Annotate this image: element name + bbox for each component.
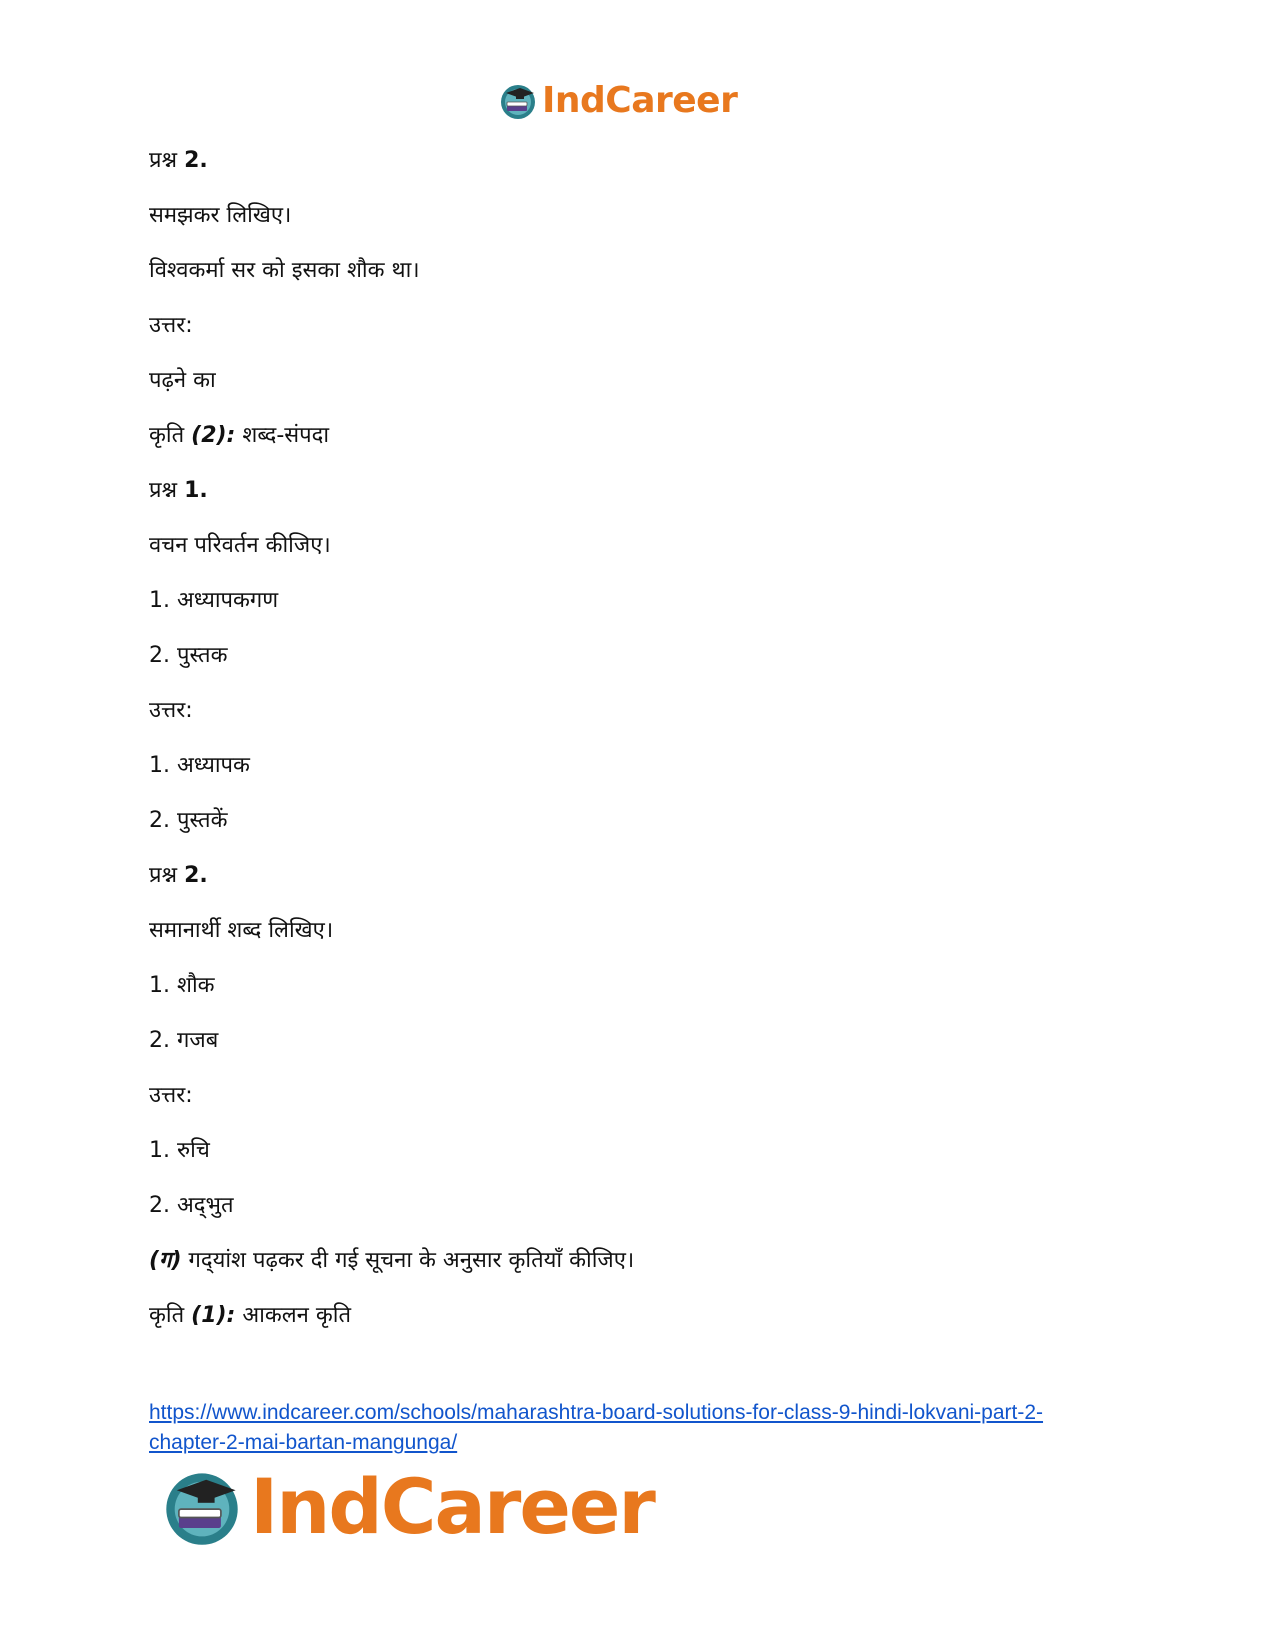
logo-text: IndCareer [542,80,738,121]
instruction-line: समझकर लिखिए। [149,203,292,228]
logo-text: IndCareer [250,1462,654,1551]
footer-logo [160,1462,654,1551]
section-heading: कृति (1): आकलन कृति [149,1303,351,1328]
list-item: 2. पुस्तकें [149,808,228,833]
instruction-line: वचन परिवर्तन कीजिए। [149,533,331,558]
section-heading: कृति (2): शब्द-संपदा [149,423,330,448]
graduation-book-icon [498,81,538,121]
section-heading: (ग) गद्‌यांश पढ़कर दी गई सूचना के अनुसार कृतियाँ कीजिए। [149,1248,635,1273]
answer-label: उत्तर: [149,698,193,723]
list-item: 1. अध्यापक [149,753,250,778]
graduation-book-icon [160,1465,244,1549]
header-logo [498,80,737,121]
answer-label: उत्तर: [149,313,193,338]
source-link[interactable] [149,1398,1149,1458]
instruction-line: समानार्थी शब्द लिखिए। [149,918,334,943]
source-link-line-1[interactable]: https://www.indcareer.com/schools/maharashtra-board-solutions-for-class-9-hindi-lokvani-part-2- [149,1401,1044,1424]
answer-line: पढ़ने का [149,368,216,393]
list-item: 2. अद्‌भुत [149,1193,234,1218]
list-item: 1. अध्यापकगण [149,588,279,613]
list-item: 2. गजब [149,1028,219,1053]
list-item: 1. रुचि [149,1138,210,1163]
heading-question-2: प्रश्न 2. [149,148,208,173]
heading-question-1: प्रश्न 1. [149,478,208,503]
source-link-line-2[interactable]: chapter-2-mai-bartan-mangunga/ [149,1431,458,1454]
list-item: 2. पुस्तक [149,643,228,668]
question-line: विश्वकर्मा सर को इसका शौक था। [149,258,420,283]
answer-label: उत्तर: [149,1083,193,1108]
list-item: 1. शौक [149,973,215,998]
heading-question-2: प्रश्न 2. [149,863,208,888]
document-body [149,146,1149,1356]
